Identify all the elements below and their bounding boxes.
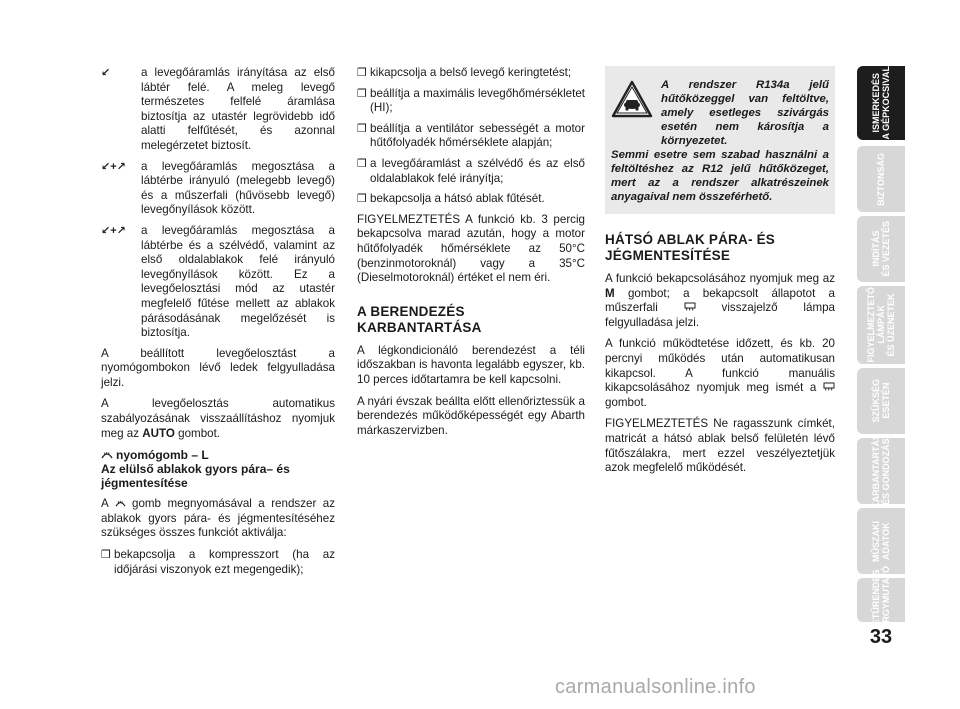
airflow-mode-feet-windshield bbox=[101, 224, 335, 341]
airflow-feet-windshield-icon: ↙+↗ bbox=[101, 224, 126, 237]
checkbox-bullet-icon: ❒ bbox=[357, 67, 367, 79]
list-item: ❒ bekapcsolja a hátsó ablak fűtését. bbox=[357, 192, 545, 206]
warning-box-text: A rendszer R134a jelű hűtőközeggel van feltöltve, amely esetleges szivárgás esetén nem károsítja a környezetet. bbox=[661, 79, 829, 147]
section-heading: A BERENDEZÉS KARBANTARTÁSA bbox=[357, 303, 482, 335]
airflow-feet-dash-icon: ↙+↗ bbox=[101, 160, 126, 173]
paragraph: A beállított levegőelosztást a nyomógombokon lévő ledek felgyulladása jelzi. bbox=[101, 346, 335, 389]
warning-triangle-icon bbox=[611, 80, 653, 118]
tab-inditas[interactable] bbox=[857, 216, 905, 282]
rear-defrost-icon bbox=[684, 302, 696, 312]
list-item: ❒ beállítja a ventilátor sebességét a motor hűtőfolyadék hőmérséklete alapján; bbox=[357, 121, 585, 150]
column-right bbox=[605, 66, 835, 483]
list-item: ❒ kikapcsolja a belső levegő keringtetést; bbox=[357, 66, 572, 79]
warning-paragraph: FIGYELMEZTETÉS Ne ragasszunk címkét, matricát a hátsó ablak belső felületén lévő fűtőszálakra, mert ezzel veszélyeztetjük azok megfelelő működését. bbox=[605, 417, 835, 475]
button-subheading: Az elülső ablakok gyors pára– és jégmentesítése bbox=[101, 462, 290, 491]
checkbox-bullet-icon: ❒ bbox=[357, 87, 367, 100]
tab-label: SZÜKSÉG ESETÉN bbox=[871, 379, 891, 423]
checkbox-bullet-icon: ❒ bbox=[101, 549, 111, 562]
column-middle bbox=[357, 66, 585, 445]
tab-label: BETŰRENDES TÁRGYMUTATÓ bbox=[871, 565, 891, 635]
checkbox-bullet-icon: ❒ bbox=[357, 157, 367, 170]
page-number: 33 bbox=[869, 626, 893, 648]
tab-figyelmezteto[interactable] bbox=[857, 286, 905, 364]
list-item: ❒ beállítja a maximális levegőhőmérsékletet (HI); bbox=[357, 86, 585, 115]
tab-label: ISMERKEDÉS A GÉPKOCSIVAL bbox=[871, 66, 891, 140]
auto-keyword: AUTO bbox=[142, 426, 175, 440]
airflow-mode-text: a levegőáramlás irányítása az első lábtér felé. A meleg levegő természetes felfelé áramlása biztosítja az utastér legrövidebb idő alatti felfűtését, és azonnal melegérzetet biztosít. bbox=[141, 66, 335, 152]
paragraph: A légkondicionáló berendezést a téli időszakban is havonta legalább egyszer, kb. 10 perces időtartamra be kell kapcsolni. bbox=[357, 343, 585, 386]
tab-karbantartas[interactable] bbox=[857, 433, 905, 509]
warning-paragraph: FIGYELMEZTETÉS A funkció kb. 3 percig bekapcsolva marad azután, hogy a motor hűtőfolyadék hőmérséklete az 50°C (benzinmotoroknál) vagy a 35°C (Dieselmotoroknál) értéket el nem éri. bbox=[357, 212, 585, 285]
airflow-mode-feet-dash bbox=[101, 160, 335, 218]
list-item: ❒ a levegőáramlást a szélvédő és az első oldalablakok felé irányítja; bbox=[357, 156, 585, 185]
column-left bbox=[101, 66, 335, 583]
checkbox-bullet-icon: ❒ bbox=[357, 193, 367, 206]
paragraph: A nyári évszak beállta előtt ellenőriztessük a berendezés működőképességét egy Abarth márkaszervizben. bbox=[357, 394, 585, 437]
list-item: ❒ bekapcsolja a kompresszort (ha az időjárási viszonyok ezt megengedik); bbox=[101, 548, 335, 576]
m-keyword: M bbox=[605, 286, 615, 300]
airflow-mode-feet bbox=[101, 66, 335, 154]
tab-muszaki[interactable] bbox=[857, 508, 905, 574]
tab-szukseg[interactable] bbox=[857, 368, 905, 434]
tab-label: MŰSZAKI ADATOK bbox=[871, 520, 891, 562]
tab-label: INDÍTÁS ÉS VEZETÉS bbox=[871, 221, 891, 277]
paragraph-auto: A levegőelosztás automatikus szabályozásának visszaállításhoz nyomjuk meg az AUTO gombot. bbox=[101, 397, 335, 440]
button-heading: nyomógomb – L Az elülső ablakok gyors pára– és jégmentesítése bbox=[101, 448, 290, 491]
airflow-mode-text: a levegőáramlás megosztása a lábtérbe és a szélvédő, valamint az első oldalablakok felé irányuló levegőnyílások között. Ez a levegőelosztási mód az utastér megfelelő fűtése mellett az ablakok párásodásának megelőzését is biztosítja. bbox=[141, 223, 335, 340]
defrost-front-icon bbox=[101, 449, 113, 460]
tab-ismerkedes[interactable] bbox=[857, 66, 905, 140]
paragraph-rear-defrost-timer: A funkció működtetése időzett, és kb. 20 percnyi működés után automatikusan kikapcsol. A funkció manuális kikapcsolásához nyomjuk meg ismét a gombot. bbox=[605, 337, 835, 409]
tab-betu[interactable] bbox=[857, 565, 905, 635]
airflow-mode-text: a levegőáramlás megosztása a lábtérbe irányuló (melegebb levegő) és a műszerfali (hűvösebb levegő) levegőnyílások között. bbox=[141, 159, 335, 217]
tab-label: FIGYELMEZTETŐ LÁMPÁK ÉS ÜZENETEK bbox=[866, 287, 896, 363]
paragraph-defrost: A gomb megnyomásával a rendszer az ablakok gyors pára- és jégmentesítéséhez szükséges összes funkciót aktiválja: bbox=[101, 497, 335, 540]
watermark: carmanualsonline.info bbox=[555, 676, 756, 698]
tab-label: KARBANTARTÁS ÉS GONDOZÁS bbox=[871, 433, 891, 509]
warning-box-text: Semmi esetre sem szabad használni a feltöltéshez az R12 jelű hűtőközeget, mert az a rendszer alkatrészeinek anyagaival nem összeférhető. bbox=[611, 149, 829, 203]
airflow-feet-icon: ↙ bbox=[101, 67, 111, 79]
tab-biztonsag[interactable] bbox=[857, 146, 905, 212]
checkbox-bullet-icon: ❒ bbox=[357, 122, 367, 135]
paragraph-rear-defrost-on: A funkció bekapcsolásához nyomjuk meg az M gombot; a bekapcsolt állapotot a műszerfali visszajelző lámpa felgyulladása jelzi. bbox=[605, 272, 835, 329]
section-heading: HÁTSÓ ABLAK PÁRA- ÉS JÉGMENTESÍTÉSE bbox=[605, 232, 776, 263]
environment-warning-box bbox=[605, 66, 835, 214]
rear-defrost-icon bbox=[823, 382, 835, 392]
defrost-front-icon bbox=[115, 498, 126, 508]
tab-label: BIZTONSÁG bbox=[876, 152, 886, 206]
